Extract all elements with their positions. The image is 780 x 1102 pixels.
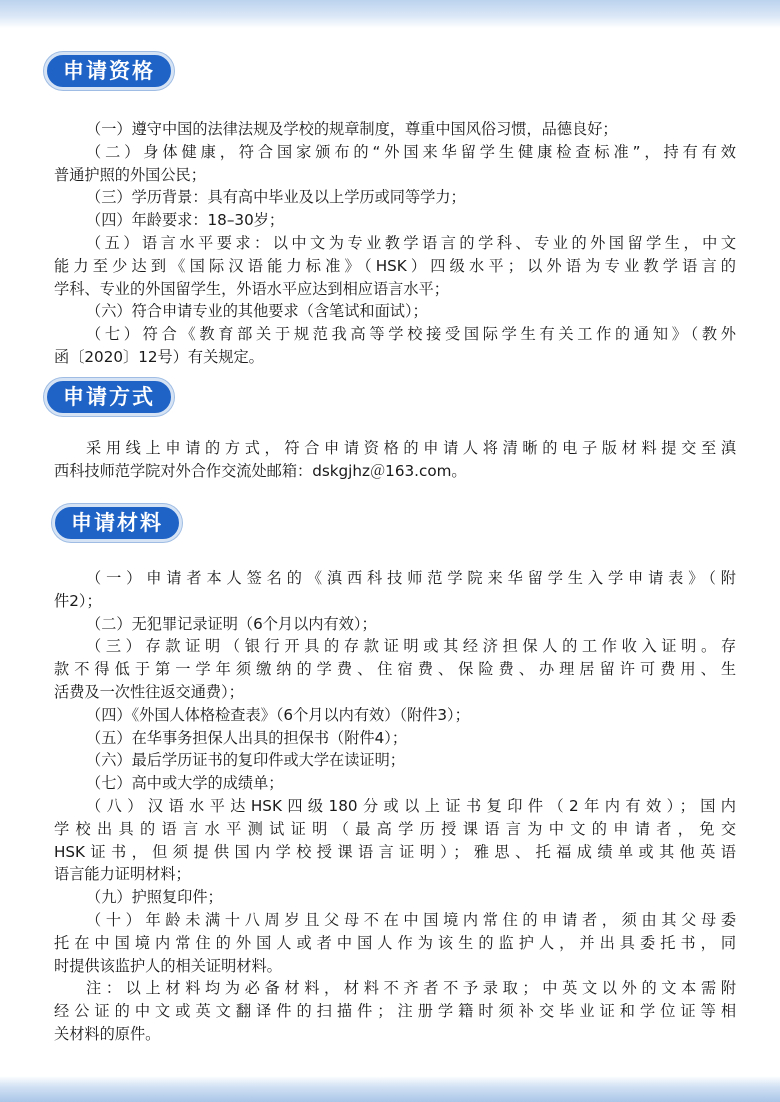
text-line: 款不得低于第一学年须缴纳的学费、住宿费、保险费、办理居留许可费用、生 [54, 660, 736, 679]
text-line: 学校出具的语言水平测试证明（最高学历授课语言为中文的申请者，免交 [54, 819, 736, 838]
text-line: 西科技师范学院对外合作交流处邮箱：dskgjhz＠163.com。 [54, 461, 467, 480]
text-line: 函〔2020〕12号）有关规定。 [54, 347, 264, 366]
section-heading-application-method: 申请方式 [44, 378, 174, 416]
section-body-materials [54, 567, 736, 1046]
text-line: （四）《外国人体格检查表》（6个月以内有效）（附件3）； [86, 705, 470, 724]
text-line: 注：以上材料均为必备材料，材料不齐者不予录取；中英文以外的文本需附 [86, 979, 736, 998]
text-line: （五）语言水平要求：以中文为专业教学语言的学科、专业的外国留学生，中文 [86, 233, 736, 252]
text-line: （九）护照复印件； [86, 888, 223, 907]
text-line: 经公证的中文或英文翻译件的扫描件；注册学籍时须补交毕业证和学位证等相 [54, 1002, 736, 1021]
text-line: （四）年龄要求：18–30岁； [86, 211, 285, 230]
text-line: （七）符合《教育部关于规范我高等学校接受国际学生有关工作的通知》（教外 [86, 325, 736, 344]
text-line: 学科、专业的外国留学生，外语水平应达到相应语言水平； [54, 279, 449, 298]
text-line: （七）高中或大学的成绩单； [86, 774, 284, 793]
text-line: （三）存款证明（银行开具的存款证明或其经济担保人的工作收入证明。存 [86, 637, 736, 656]
bottom-decorative-band [0, 1076, 780, 1102]
text-line: 语言能力证明材料； [54, 865, 191, 884]
text-line: （八）汉语水平达HSK四级180分或以上证书复印件（2年内有效）；国内 [86, 796, 736, 815]
text-line: 活费及一次性往返交通费）； [54, 682, 244, 701]
text-line: 采用线上申请的方式，符合申请资格的申请人将清晰的电子版材料提交至滇 [86, 439, 736, 457]
text-line: 件2）； [54, 591, 102, 610]
text-line: （二）身体健康，符合国家颁布的“外国来华留学生健康检查标准”，持有有效 [86, 142, 736, 161]
section-body-application-method [54, 437, 736, 483]
text-line: （一）遵守中国的法律法规及学校的规章制度，尊重中国风俗习惯，品德良好； [86, 120, 618, 138]
top-decorative-band [0, 0, 780, 28]
text-line: （十）年龄未满十八周岁且父母不在中国境内常住的申请者，须由其父母委 [86, 910, 736, 929]
text-line: （三）学历背景：具有高中毕业及以上学历或同等学力； [86, 188, 466, 207]
text-line: 时提供该监护人的相关证明材料。 [54, 956, 282, 975]
text-line: （六）符合申请专业的其他要求（含笔试和面试）； [86, 302, 428, 321]
section-heading-materials: 申请材料 [52, 504, 182, 542]
text-line: HSK证书，但须提供国内学校授课语言证明）；雅思、托福成绩单或其他英语 [54, 842, 736, 861]
text-line: 托在中国境内常住的外国人或者中国人作为该生的监护人，并出具委托书，同 [54, 933, 736, 952]
text-line: （二）无犯罪记录证明（6个月以内有效）； [86, 614, 377, 633]
text-line: 普通护照的外国公民； [54, 165, 206, 184]
text-line: 能力至少达到《国际汉语能力标准》（HSK）四级水平；以外语为专业教学语言的 [54, 256, 736, 275]
text-line: （六）最后学历证书的复印件或大学在读证明； [86, 751, 405, 770]
section-heading-eligibility: 申请资格 [44, 52, 174, 90]
section-body-eligibility [54, 118, 736, 369]
text-line: 关材料的原件。 [54, 1024, 161, 1043]
text-line: （五）在华事务担保人出具的担保书（附件4）； [86, 728, 408, 747]
text-line: （一）申请者本人签名的《滇西科技师范学院来华留学生入学申请表》（附 [86, 569, 736, 587]
